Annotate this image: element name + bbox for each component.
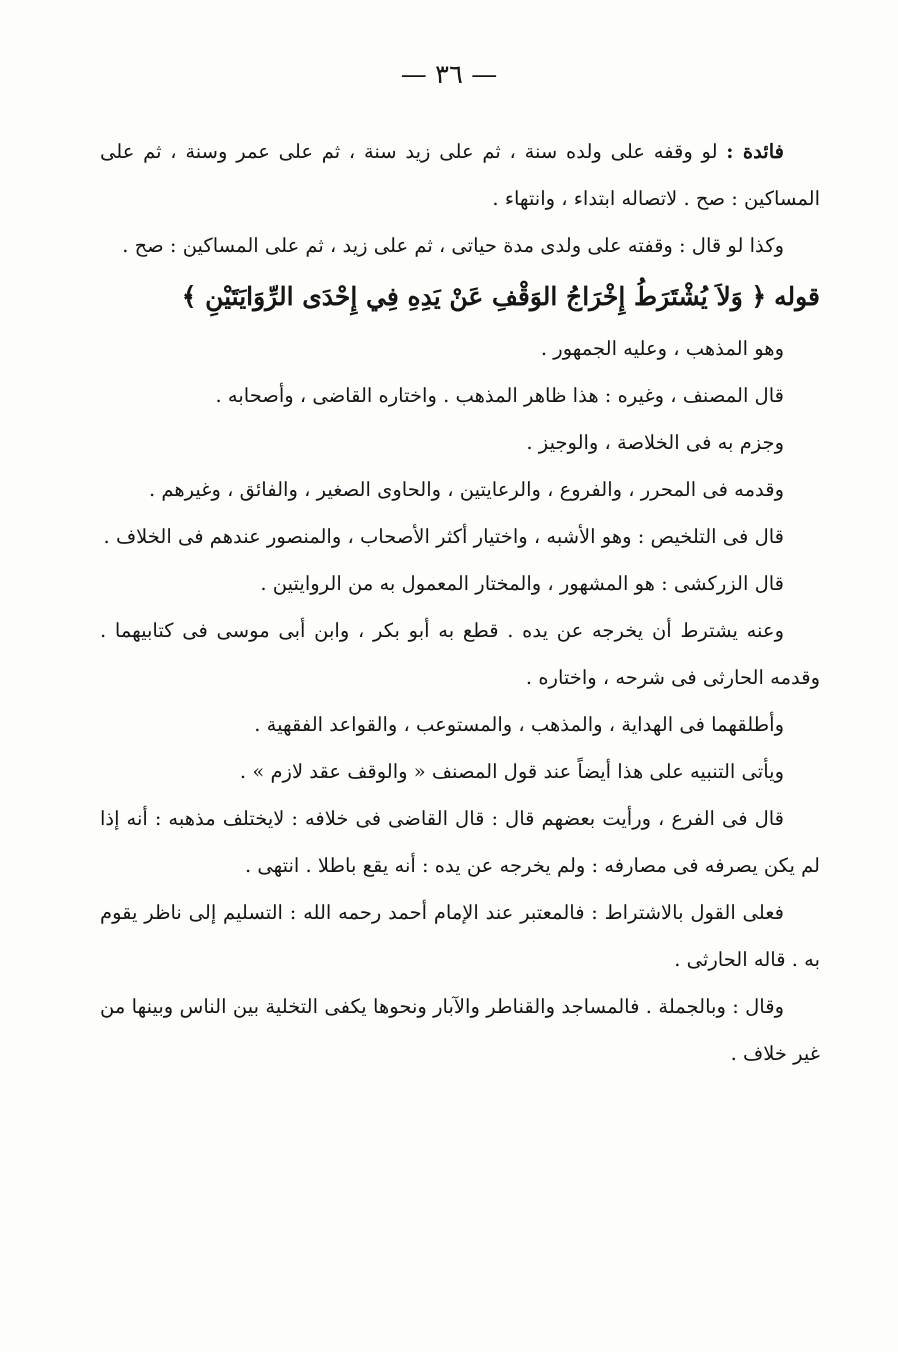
paragraph: قال المصنف ، وغيره : هذا ظاهر المذهب . واختاره القاضى ، وأصحابه .: [215, 384, 784, 407]
paragraph: وقدمه فى المحرر ، والفروع ، والرعايتين ، والحاوى الصغير ، والفائق ، وغيرهم .: [149, 478, 784, 501]
paragraph: وجزم به فى الخلاصة ، والوجيز .: [526, 431, 784, 454]
page-body: [100, 128, 820, 1077]
paragraph: وكذا لو قال : وقفته على ولدى مدة حياتى ، ثم على زيد ، ثم على المساكين : صح .: [122, 234, 784, 257]
heading-quote: ﴿ وَلاَ يُشْتَرَطُ إِخْرَاجُ الوَقْفِ عَنْ يَدِهِ فِي إِحْدَى الرِّوَايَتَيْنِ ﴾: [181, 282, 767, 311]
paragraph: فعلى القول بالاشتراط : فالمعتبر عند الإمام أحمد رحمه الله : التسليم إلى ناظر يقوم به . قاله الحارثى .: [100, 901, 820, 971]
section-heading: [100, 269, 820, 325]
paragraph: وأطلقهما فى الهداية ، والمذهب ، والمستوعب ، والقواعد الفقهية .: [254, 713, 784, 736]
paragraph: وقال : وبالجملة . فالمساجد والقناطر والآبار ونحوها يكفى التخلية بين الناس وبينها من غير خلاف .: [100, 995, 820, 1065]
paragraph: قال فى الفرع ، ورأيت بعضهم قال : قال القاضى فى خلافه : لايختلف مذهبه : أنه إذا لم يكن يصرفه فى مصارفه : ولم يخرجه عن يده : أنه يقع باطلا . انتهى .: [100, 807, 820, 877]
paragraph: قال الزركشى : هو المشهور ، والمختار المعمول به من الروايتين .: [260, 572, 784, 595]
heading-lead: قوله: [774, 282, 820, 311]
paragraph-lead: فائدة :: [726, 140, 784, 163]
paragraph-fayda: [100, 128, 820, 222]
paragraph-text: لو وقفه على ولده سنة ، ثم على زيد سنة ، ثم على عمر وسنة ، ثم على المساكين : صح . لاتصاله ابتداء ، وانتهاء .: [100, 140, 820, 210]
paragraph: وعنه يشترط أن يخرجه عن يده . قطع به أبو بكر ، وابن أبى موسى فى كتابيهما . وقدمه الحارثى فى شرحه ، واختاره .: [100, 619, 820, 689]
page-number: — ٣٦ —: [400, 60, 498, 90]
paragraph: ويأتى التنبيه على هذا أيضاً عند قول المصنف « والوقف عقد لازم » .: [239, 760, 784, 783]
paragraph: وهو المذهب ، وعليه الجمهور .: [540, 337, 784, 360]
paragraph: قال فى التلخيص : وهو الأشبه ، واختيار أكثر الأصحاب ، والمنصور عندهم فى الخلاف .: [103, 525, 784, 548]
